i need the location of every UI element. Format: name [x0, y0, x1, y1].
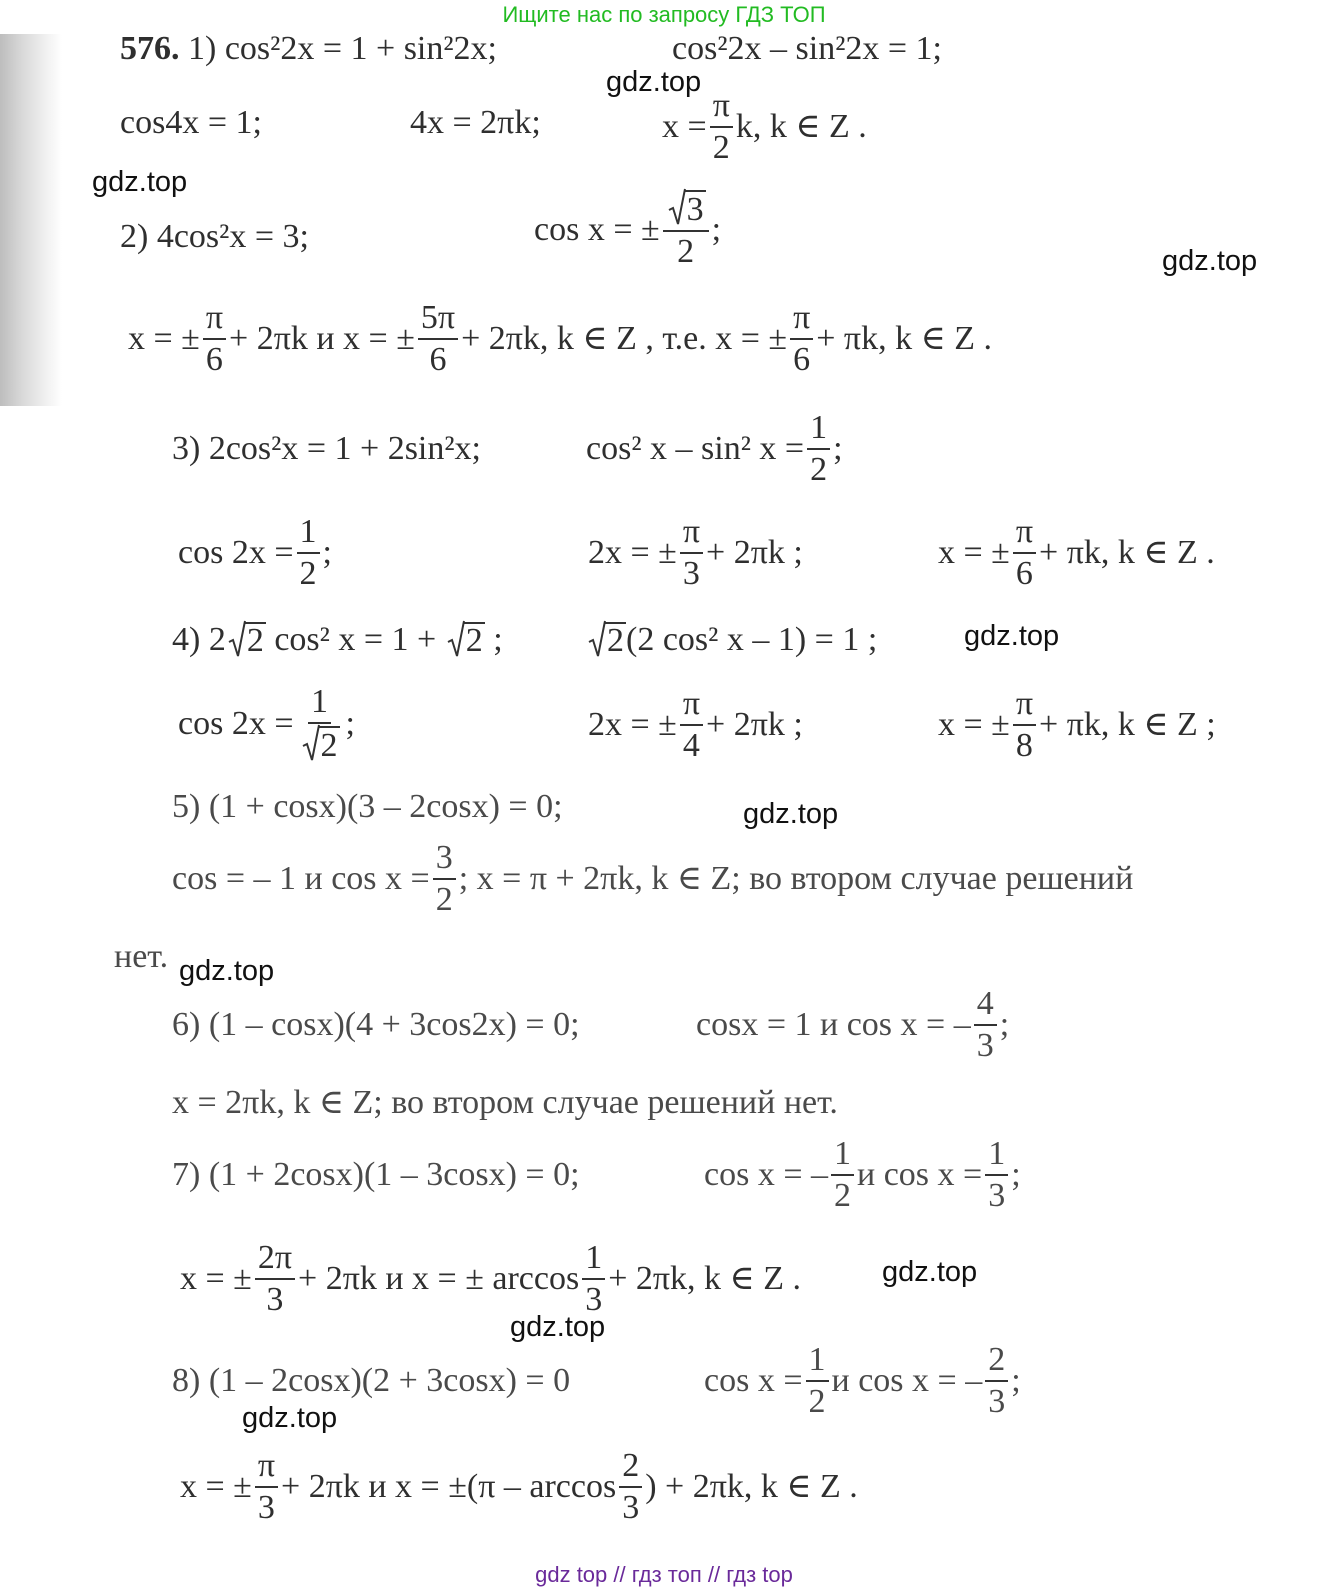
footer-banner[interactable]: gdz top // гдз топ // гдз top [535, 1562, 793, 1587]
sqrt: 2 [228, 622, 266, 658]
problem-4-line-1a: 4) 2 2 cos² x = 1 + 2 ; [172, 621, 503, 659]
problem-3-line-2a: cos 2x = $\frac{1}{2}$ ; [178, 513, 332, 592]
problem-3-line-1b: cos² x – sin² x = $\frac{1}{2}$ ; [586, 409, 843, 488]
fraction: $\frac{\pi}{3}$ [255, 1448, 278, 1525]
sqrt: 2 [447, 622, 485, 658]
fraction: $\frac{\pi}{6}$ [790, 300, 813, 377]
fraction: 2 3 [619, 1448, 642, 1525]
fraction: $\frac{\pi}{8}$ [1013, 686, 1036, 763]
fraction: $\frac{1}{2}$ [806, 1342, 829, 1419]
fraction: $\frac{3}{2}$ [663, 190, 709, 269]
problem-6-line-2: x = 2πk, k ∈ Z; во втором случае решений нет. [172, 1084, 838, 1121]
search-banner[interactable]: Ищите нас по запросу ГДЗ ТОП [502, 2, 826, 27]
problem-6-line-1a: 6) (1 – cosx)(4 + 3cos2x) = 0; [172, 1006, 580, 1043]
problem-2-line-2: x = ± $\frac{\pi}{6}$ + 2πk и x = ± $\frac{5\pi}{6}$ + 2πk, k ∈ Z , т.е. x = ± $\frac{\pi}{6}$ + πk, k ∈ Z . [128, 299, 993, 378]
fraction: $\frac{1}{2}$ [807, 410, 830, 487]
fraction: $\frac{\pi}{6}$ [203, 300, 226, 377]
fraction: 4 3 [974, 986, 997, 1063]
problem-2-line-1b: cos x = ± $\frac{3}{2}$ ; [534, 191, 722, 270]
watermark: gdz.top [964, 620, 1060, 652]
fraction: 1 3 [582, 1240, 605, 1317]
fraction: $\frac{\pi}{6}$ [1013, 514, 1036, 591]
problem-5-line-3: нет. [114, 938, 169, 975]
fraction: 2 3 [985, 1342, 1008, 1419]
problem-6-line-1b: cosx = 1 и cos x = – 4 3 ; [696, 985, 1010, 1064]
scan-edge-shadow [0, 34, 62, 406]
fraction: $\frac{1}{2}$ [297, 514, 320, 591]
watermark: gdz.top [510, 1311, 606, 1343]
problem-8-line-2: x = ± $\frac{\pi}{3}$ + 2πk и x = ±(π – arccos 2 3 ) + 2πk, k ∈ Z . [180, 1447, 858, 1526]
watermark: gdz.top [743, 798, 839, 830]
fraction: $\frac{\pi}{3}$ [680, 514, 703, 591]
problem-7-line-2: x = ± $\frac{2\pi}{3}$ + 2πk и x = ± arccos 1 3 + 2πk, k ∈ Z . [180, 1239, 801, 1318]
problem-3-line-1a: 3) 2cos²x = 1 + 2sin²x; [172, 430, 482, 467]
watermark: gdz.top [179, 955, 275, 987]
watermark: gdz.top [242, 1402, 338, 1434]
problem-1-line-2c: x = $\frac{\pi}{2}$ k, k ∈ Z . [662, 87, 867, 166]
problem-3-line-2c: x = ± $\frac{\pi}{6}$ + πk, k ∈ Z . [938, 513, 1215, 592]
fraction: $\frac{5\pi}{6}$ [418, 300, 458, 377]
problem-4-line-2c: x = ± $\frac{\pi}{8}$ + πk, k ∈ Z ; [938, 685, 1216, 764]
fraction: $\frac{1}{2}$ [297, 684, 343, 763]
problem-number: 576. [120, 30, 180, 67]
fraction: 1 2 [831, 1136, 854, 1213]
watermark: gdz.top [882, 1256, 978, 1288]
watermark: gdz.top [1162, 245, 1258, 277]
problem-4-line-2b: 2x = ± $\frac{\pi}{4}$ + 2πk ; [588, 685, 803, 764]
problem-1-line-1a: 576. 1) cos²2x = 1 + sin²2x; [120, 30, 498, 67]
problem-8-line-1a: 8) (1 – 2cosx)(2 + 3cosx) = 0 [172, 1362, 571, 1399]
problem-4-line-2a: cos 2x = $\frac{1}{2}$ ; [178, 683, 355, 764]
fraction: $\frac{3}{2}$ [433, 840, 456, 917]
problem-4-line-1b: 2 (2 cos² x – 1) = 1 ; [586, 622, 877, 658]
fraction: $\frac{1}{3}$ [985, 1136, 1008, 1213]
problem-3-line-2b: 2x = ± $\frac{\pi}{3}$ + 2πk ; [588, 513, 803, 592]
problem-5-line-1: 5) (1 + cosx)(3 – 2cosx) = 0; [172, 788, 563, 825]
problem-1-line-2b: 4x = 2πk; [410, 104, 541, 141]
problem-8-line-1b: cos x = $\frac{1}{2}$ и cos x = – 2 3 ; [704, 1341, 1021, 1420]
sqrt: 2 [588, 622, 626, 658]
problem-1-line-1b: cos²2x – sin²2x = 1; [672, 30, 943, 67]
problem-7-line-1b: cos x = – 1 2 и cos x = $\frac{1}{3}$ ; [704, 1135, 1021, 1214]
problem-5-line-2: cos = – 1 и cos x = $\frac{3}{2}$ ; x = π + 2πk, k ∈ Z; во втором случае решений [172, 839, 1134, 918]
watermark: gdz.top [606, 66, 702, 98]
watermark: gdz.top [92, 166, 188, 198]
fraction: $\frac{\pi}{2}$ [710, 88, 733, 165]
problem-1-line-2a: cos4x = 1; [120, 104, 262, 141]
problem-2-line-1a: 2) 4cos²x = 3; [120, 218, 309, 255]
fraction: $\frac{2\pi}{3}$ [255, 1240, 295, 1317]
problem-7-line-1a: 7) (1 + 2cosx)(1 – 3cosx) = 0; [172, 1156, 580, 1193]
fraction: $\frac{\pi}{4}$ [680, 686, 703, 763]
